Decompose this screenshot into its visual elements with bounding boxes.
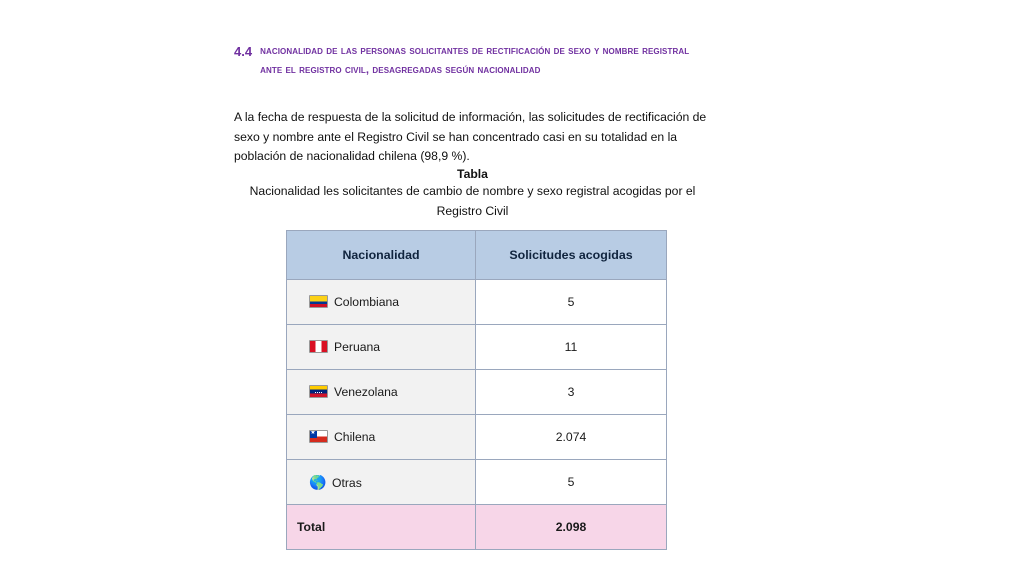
nationality-table-wrapper xyxy=(286,230,660,550)
table-caption-title: Tabla xyxy=(457,167,488,181)
table-row xyxy=(287,325,667,370)
nationality-label: Venezolana xyxy=(334,385,398,399)
cell-requests: 3 xyxy=(476,370,667,415)
column-header-nationality: Nacionalidad xyxy=(287,231,476,280)
table-row xyxy=(287,415,667,460)
table-row xyxy=(287,460,667,505)
column-header-requests: Solicitudes acogidas xyxy=(476,231,667,280)
table-total-row xyxy=(287,505,667,550)
total-value: 2.098 xyxy=(476,505,667,550)
section-heading xyxy=(234,42,714,80)
cell-nationality xyxy=(287,370,476,415)
total-label: Total xyxy=(287,505,476,550)
cell-requests: 2.074 xyxy=(476,415,667,460)
body-paragraph: A la fecha de respuesta de la solicitud de información, las solicitudes de rectificación de sexo y nombre ante el Registro Civil se han concentrado casi en su totalidad en la población de nacionalidad chilena (98,9 %). xyxy=(234,110,707,164)
venezuela-flag-icon xyxy=(309,385,328,398)
globe-icon: 🌎 xyxy=(309,474,326,490)
nationality-label: Chilena xyxy=(334,430,376,444)
cell-nationality xyxy=(287,280,476,325)
cell-requests: 11 xyxy=(476,325,667,370)
nationality-table xyxy=(286,230,667,550)
chile-flag-icon xyxy=(309,430,328,443)
section-title: nacionalidad de las personas solicitantes de rectificación de sexo y nombre registral ante el registro civil, desagregadas según nacionalidad xyxy=(260,45,690,76)
cell-nationality xyxy=(287,415,476,460)
section-number: 4.4 xyxy=(234,44,253,59)
nationality-label: Otras xyxy=(332,475,362,490)
peru-flag-icon xyxy=(309,340,328,353)
table-row xyxy=(287,280,667,325)
cell-nationality xyxy=(287,460,476,505)
nationality-label: Colombiana xyxy=(334,295,400,309)
table-row xyxy=(287,370,667,415)
cell-requests: 5 xyxy=(476,460,667,505)
table-header-row xyxy=(287,231,667,280)
cell-nationality xyxy=(287,325,476,370)
cell-requests: 5 xyxy=(476,280,667,325)
colombia-flag-icon xyxy=(309,295,328,308)
nationality-label: Peruana xyxy=(334,340,381,354)
table-caption-subtitle: Nacionalidad les solicitantes de cambio de nombre y sexo registral acogidas por el Registro Civil xyxy=(249,184,696,218)
